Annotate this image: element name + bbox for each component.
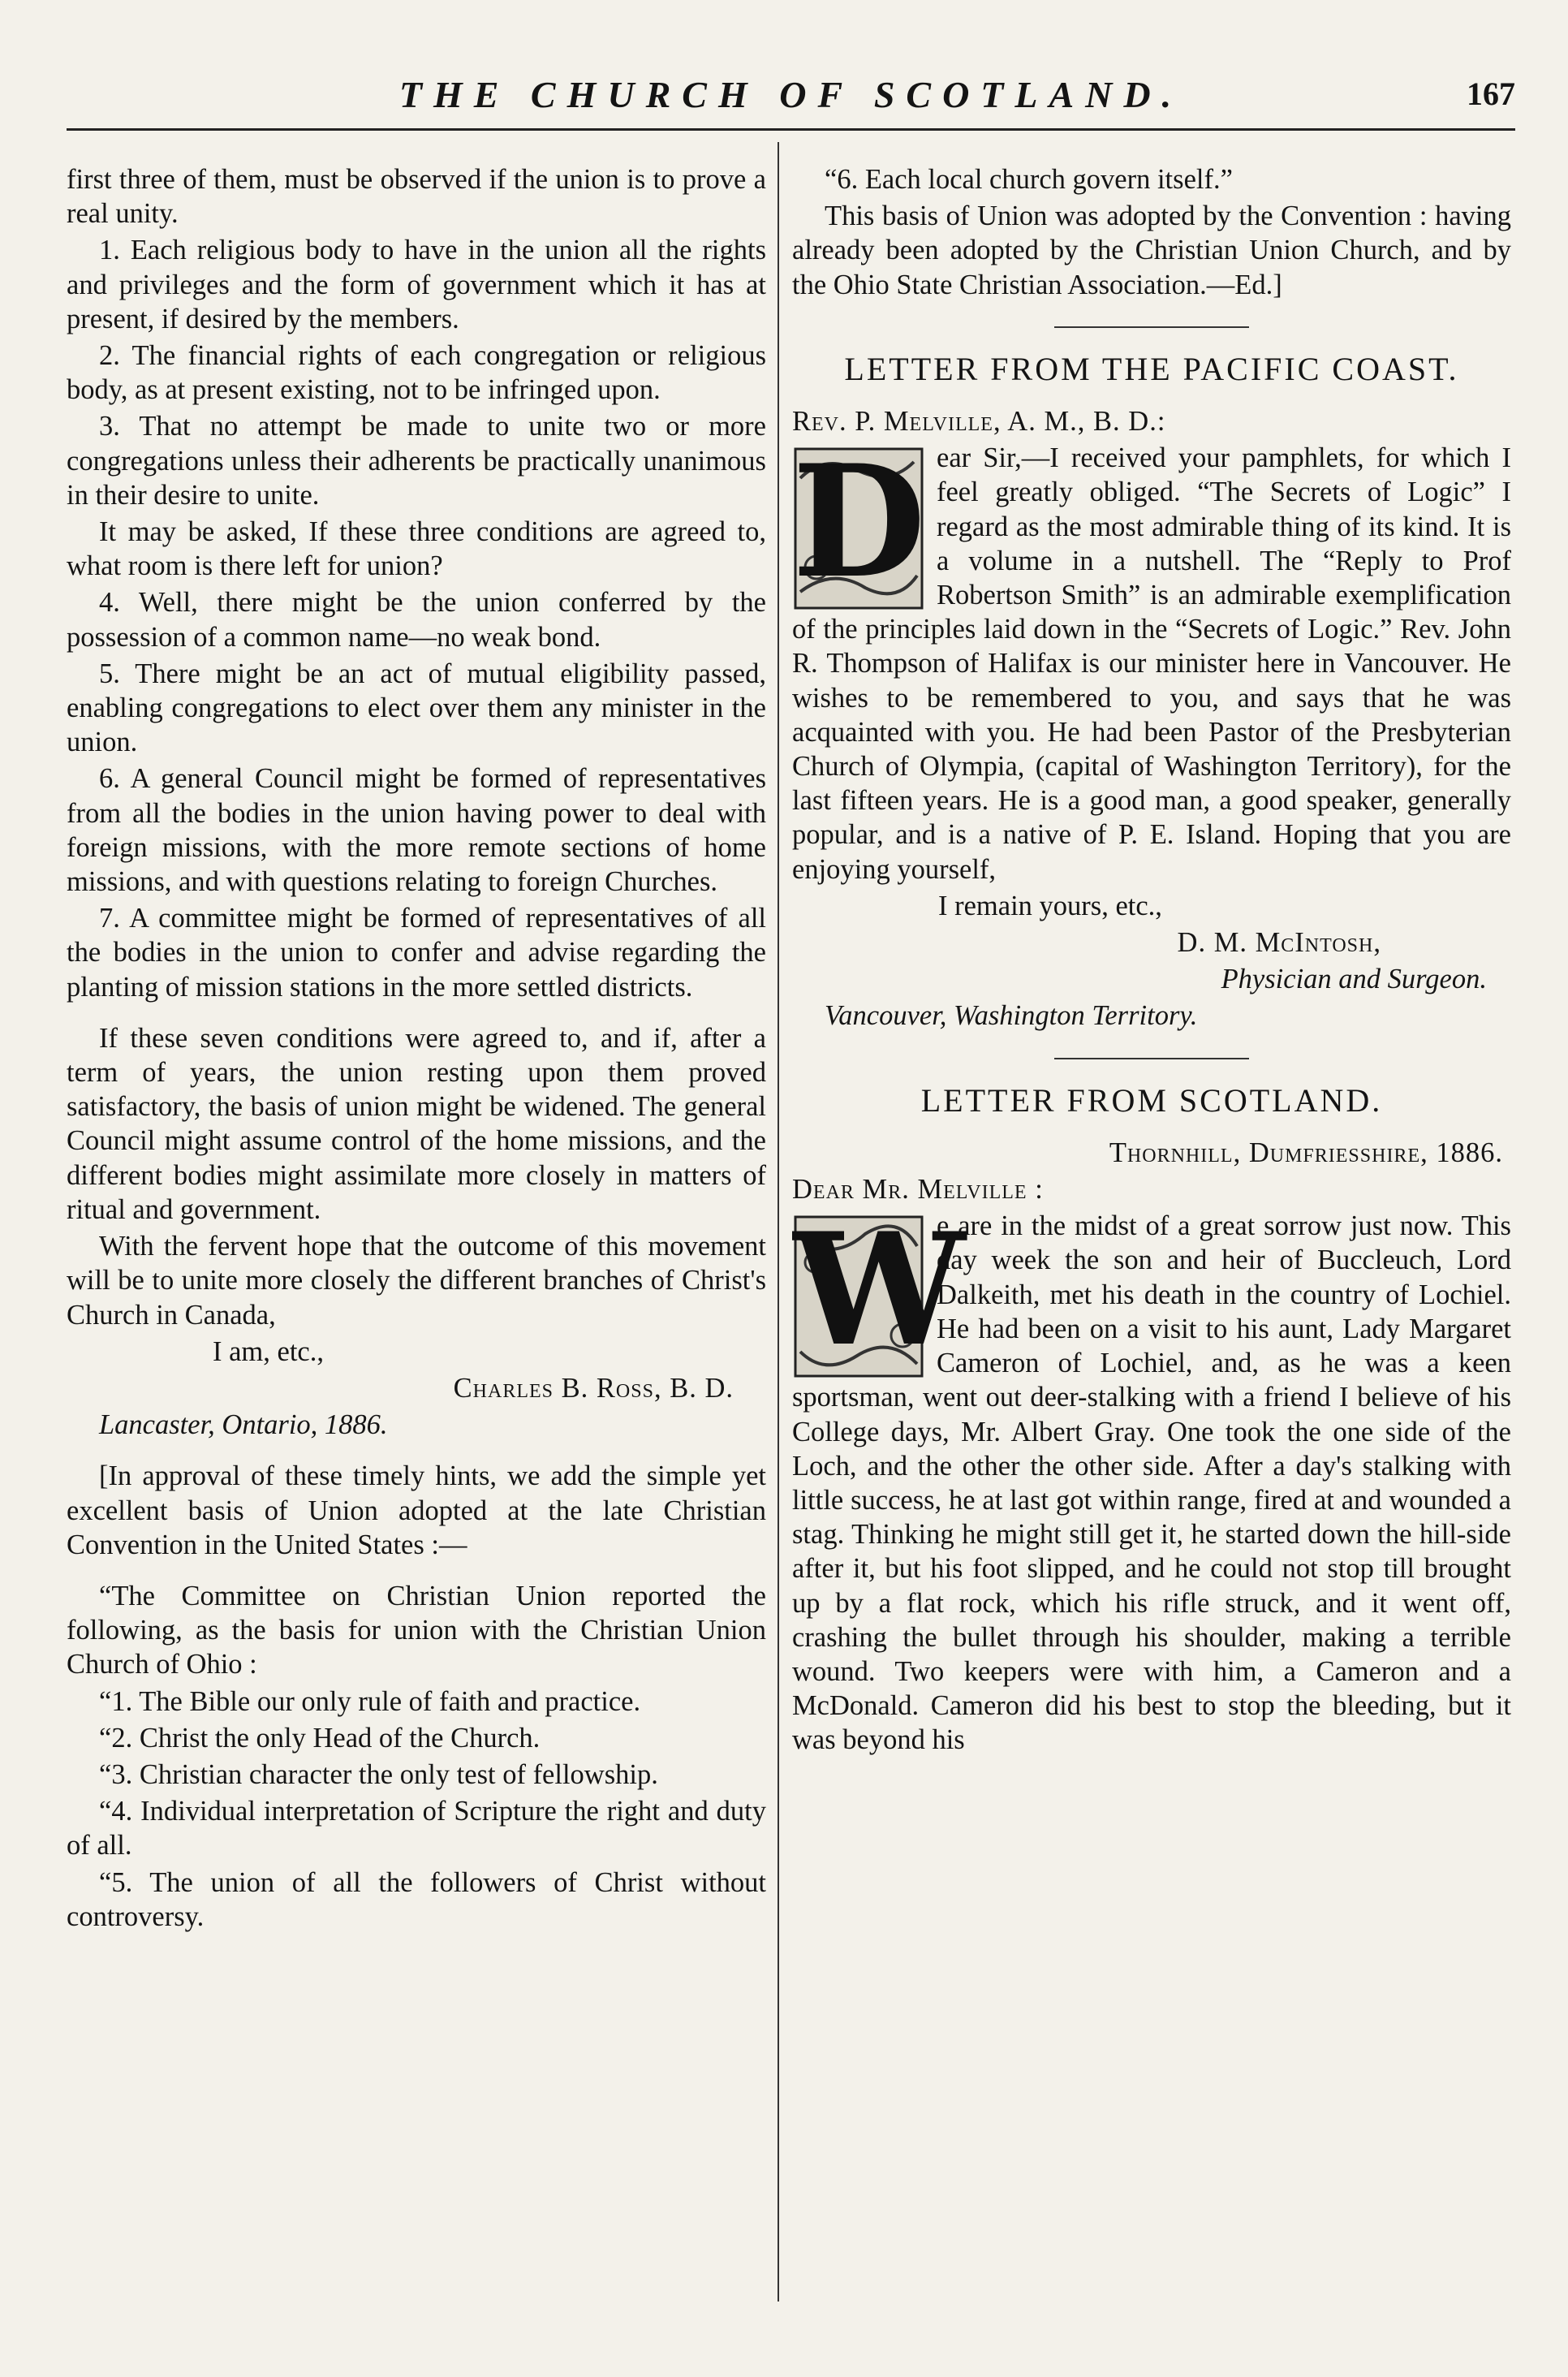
left-column bbox=[67, 162, 766, 2354]
drop-cap bbox=[792, 1199, 966, 1381]
condition-2: 2. The financial rights of each congregation or religious body, as at present existing, not to be infringed upon. bbox=[67, 340, 766, 406]
salutation: Rev. P. Melville, A. M., B. D.: bbox=[792, 406, 1166, 438]
condition-7: 7. A committee might be formed of representatives of all the bodies in the union to confer and advise regarding the planting of mission stations in the more settled districts. bbox=[67, 903, 766, 1003]
condition-1: 1. Each religious body to have in the union all the rights and privileges and the form of government which it has at present, if desired by the members. bbox=[67, 235, 766, 334]
signature: D. M. McIntosh, bbox=[1177, 927, 1381, 959]
signer-title: Physician and Surgeon. bbox=[1221, 964, 1487, 995]
header-rule bbox=[67, 128, 1515, 131]
place-date: Lancaster, Ontario, 1886. bbox=[99, 1409, 388, 1441]
editor-note: [In approval of these timely hints, we add the simple yet excellent basis of Union adopted at the late Christian Convention in the United States :— bbox=[67, 1460, 766, 1560]
section-rule bbox=[1054, 326, 1249, 328]
paragraph: If these seven conditions were agreed to, and if, after a term of years, the union resting upon them proved satisfactory, the basis of union might be widened. The general Council might assume control of the home missions, and the different bodies might assimilate more closely in matters of ritual and government. bbox=[67, 1022, 766, 1225]
drop-cap-letter: W bbox=[792, 1199, 966, 1381]
dateline: Thornhill, Dumfriesshire, 1886. bbox=[1109, 1137, 1503, 1168]
basis-item-6: “6. Each local church govern itself.” bbox=[825, 164, 1233, 195]
section-heading: LETTER FROM SCOTLAND. bbox=[920, 1081, 1383, 1119]
basis-item-4: “4. Individual interpretation of Scripture the right and duty of all. bbox=[67, 1796, 766, 1861]
page-number: 167 bbox=[1467, 75, 1515, 112]
basis-item-1: “1. The Bible our only rule of faith and practice. bbox=[99, 1685, 641, 1717]
section-rule bbox=[1054, 1058, 1249, 1059]
paragraph: It may be asked, If these three conditions are agreed to, what room is there left for union? bbox=[67, 516, 766, 582]
paragraph: first three of them, must be observed if the union is to prove a real unity. bbox=[67, 164, 766, 230]
paragraph: This basis of Union was adopted by the Convention : having already been adopted by the Christian Union Church, and by the Ohio State Christian Association.—Ed.] bbox=[792, 201, 1511, 300]
right-column bbox=[792, 162, 1511, 2354]
paragraph: “The Committee on Christian Union reported the following, as the basis for union with the Christian Union Church of Ohio : bbox=[67, 1580, 766, 1680]
place: Vancouver, Washington Territory. bbox=[825, 1000, 1198, 1032]
page-header bbox=[67, 70, 1515, 127]
basis-item-3: “3. Christian character the only test of fellowship. bbox=[99, 1758, 658, 1790]
condition-5: 5. There might be an act of mutual eligibility passed, enabling congregations to elect over them any minister in the union. bbox=[67, 658, 766, 758]
salutation: Dear Mr. Melville : bbox=[792, 1174, 1044, 1206]
condition-3: 3. That no attempt be made to unite two or more congregations unless their adherents be practically unanimous in their desire to unite. bbox=[67, 411, 766, 511]
running-title: THE CHURCH OF SCOTLAND. bbox=[398, 74, 1183, 115]
closing-paragraph: With the fervent hope that the outcome of this movement will be to unite more closely the different branches of Christ's Church in Canada, bbox=[67, 1231, 766, 1331]
column-divider bbox=[778, 142, 779, 2302]
drop-cap-letter: D bbox=[792, 431, 926, 613]
basis-item-5: “5. The union of all the followers of Christ without controversy. bbox=[67, 1866, 766, 1932]
closing-phrase: I am, etc., bbox=[213, 1335, 324, 1367]
drop-cap bbox=[792, 431, 926, 613]
signature: Charles B. Ross, B. D. bbox=[453, 1372, 734, 1404]
section-heading: LETTER FROM THE PACIFIC COAST. bbox=[844, 350, 1459, 387]
letter-body: e are in the midst of a great sorrow just now. This day week the son and heir of Buccleuch, Lord Dalkeith, met his death in the country of Lochiel. He had been on a visit to his aunt, Lady Margaret Cameron of Lochiel, and, as he was a keen sportsman, went out deer-stalking with a friend I believe of his College days, Mr. Albert Gray. One took the one side of the Loch, and the other the other side. After a day's stalking with little success, he at last got within range, fired at and wounded a stag. Thinking he might still get it, he started down the hill-side after it, but his foot slipped, and he could not stop till brought up by a flat rock, which his rifle struck, and it went off, crashing the bullet through his shoulder, making a terrible wound. Two keepers were with him, a Cameron and a McDonald. Cameron did his best to stop the bleeding, but it was beyond his bbox=[792, 1210, 1511, 1756]
basis-item-2: “2. Christ the only Head of the Church. bbox=[99, 1722, 541, 1754]
closing-phrase: I remain yours, etc., bbox=[938, 890, 1162, 921]
condition-4: 4. Well, there might be the union conferred by the possession of a common name—no weak bond. bbox=[67, 587, 766, 653]
condition-6: 6. A general Council might be formed of representatives from all the bodies in the union having power to deal with foreign missions, with the more remote sections of home missions, and with questions relating to foreign Churches. bbox=[67, 763, 766, 898]
letter-body: ear Sir,—I received your pamphlets, for which I feel greatly obliged. “The Secrets of Logic” I regard as the most admirable thing of its kind. It is a volume in a nutshell. The “Reply to Prof Robertson Smith” is an admirable exemplification of the principles laid down in the “Secrets of Logic.” Rev. John R. Thompson of Halifax is our minister here in Vancouver. He wishes to be remembered to you, and says that he was acquainted with you. He had been Pastor of the Presbyterian Church of Olympia, (capital of Washington Territory), for the last fifteen years. He is a good man, a good speaker, generally popular, and is a native of P. E. Island. Hoping that you are enjoying yourself, bbox=[792, 442, 1511, 885]
